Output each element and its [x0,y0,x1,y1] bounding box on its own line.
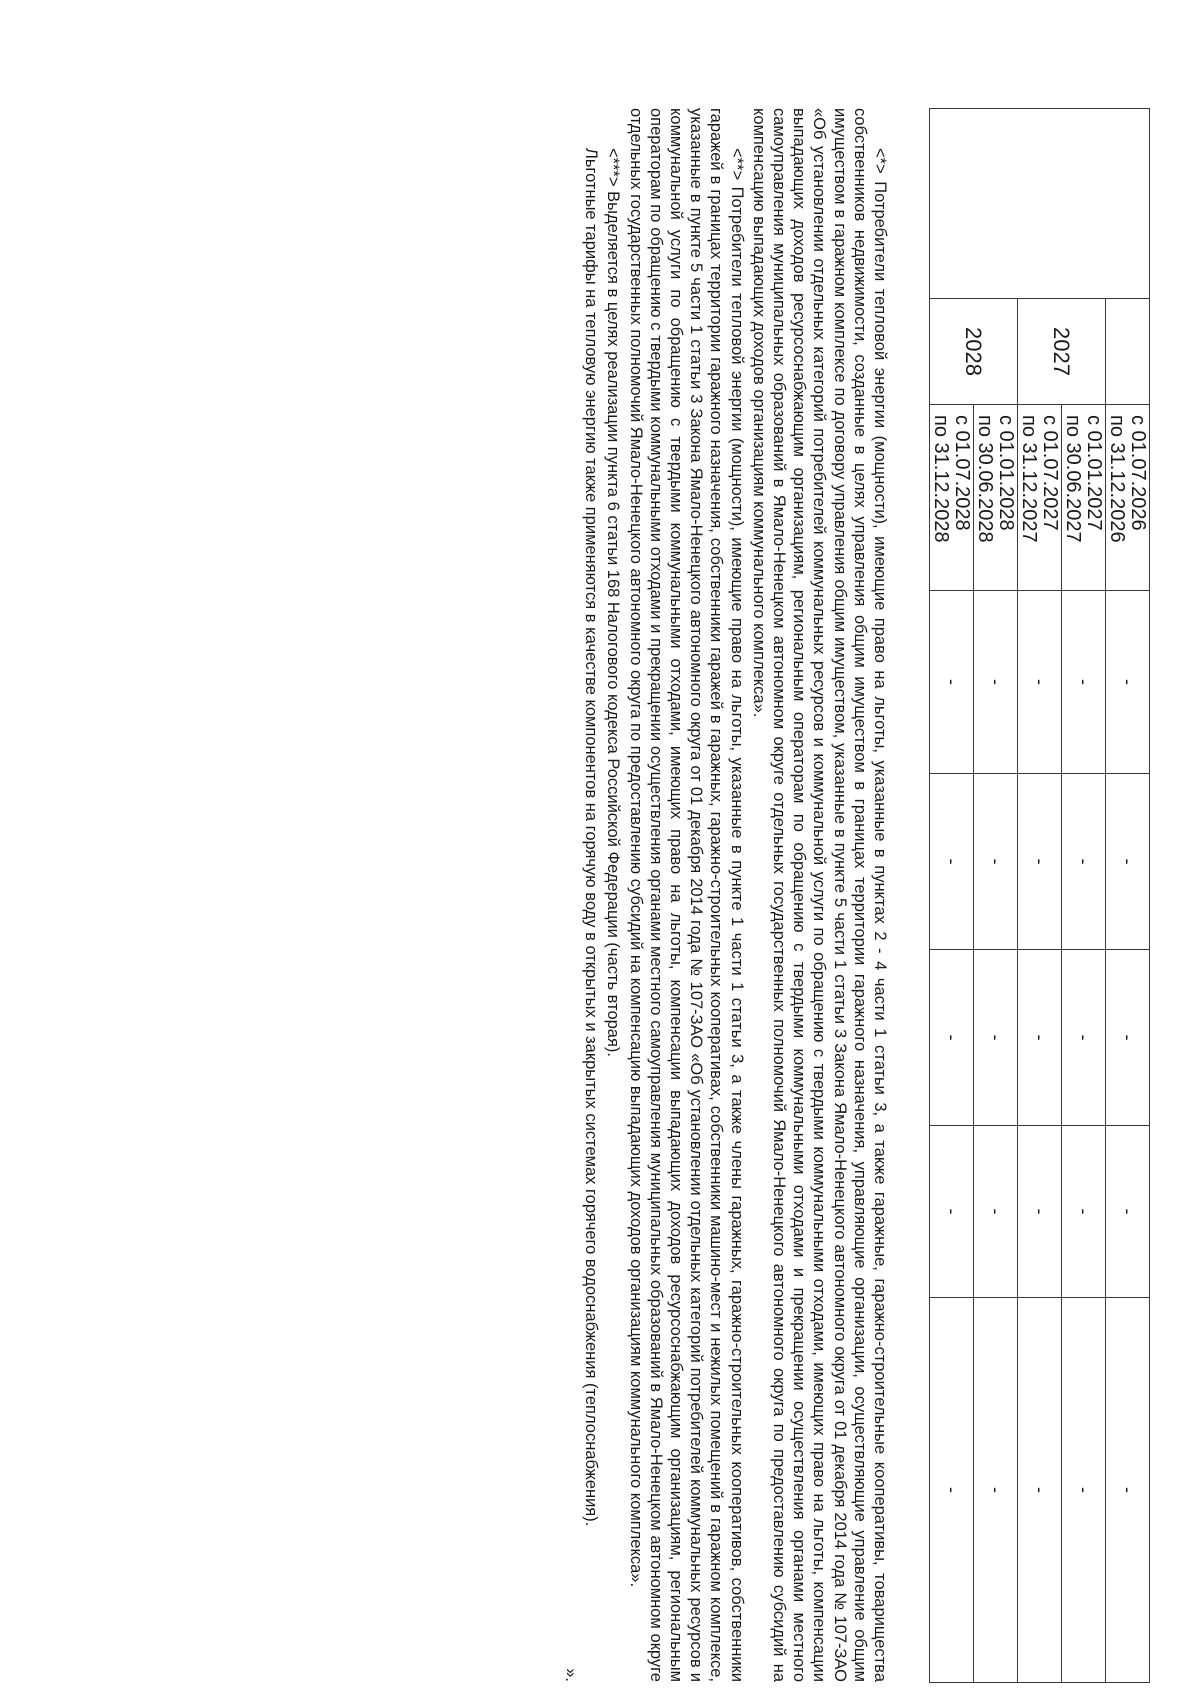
empty-merged-cell [930,109,1150,299]
value-cell: - [930,1298,974,1683]
table-row [1106,109,1150,1683]
table-row [974,109,1018,1683]
period-end: по 30.06.2027 [1062,415,1085,543]
value-cell: - [1062,1126,1106,1298]
period-start: с 01.07.2026 [1127,415,1150,531]
value-cell: - [930,774,974,950]
value-cell: - [1106,1126,1150,1298]
value-cell: - [974,950,1018,1126]
value-cell: - [930,591,974,774]
value-cell: - [1106,774,1150,950]
footnote-double-star: <**> Потребители тепловой энергии (мощности), имеющие право на льготы, указанные в пункте 1 части 1 статьи 3, а также члены гаражных, гаражно-строительных кооперативов, собственники гаражей в границах территории гаражного назначения, собственники гаражей в гаражных, гаражно-строительных кооперативах, собственники машино-мест и нежилых помещений в гаражном комплексе, указанные в пункте 5 части 1 статьи 3 Закона Ямало-Ненецкого автономного округа от 01 декабря 2014 года № 107-ЗАО «Об установлении отдельных категорий потребителей коммунальных ресурсов и коммунальной услуги по обращению с твердыми коммунальными отходами, имеющих право на льготы, компенсации выпадающих доходов ресурсоснабжающим организациям, региональным операторам по обращению с твердыми коммунальными отходами и прекращении осуществления органами местного самоуправления муниципальных образований в Ямало-Ненецком автономном округе отдельных государственных полномочий Ямало-Ненецкого автономного округа по предоставлению субсидий на компенсацию выпадающих доходов организациям коммунального комплекса». [626,108,746,1682]
value-cell: - [1062,1298,1106,1683]
empty-year-cell [1106,299,1150,405]
value-cell: - [1018,1126,1062,1298]
footnotes [561,108,890,1682]
value-cell: - [1018,774,1062,950]
period-start: с 01.07.2027 [1039,415,1062,531]
period-cell [930,405,974,591]
preferential-tariffs-note: Льготные тарифы на тепловую энергию также применяются в качестве компонентов на горячую воду в открытых и закрытых системах горячего водоснабжения (теплоснабжения). [582,148,601,1527]
value-cell: - [1062,774,1106,950]
year-cell: 2028 [930,299,1018,405]
value-cell: - [1106,591,1150,774]
period-cell [1106,405,1150,591]
period-cell [974,405,1018,591]
value-cell: - [1062,950,1106,1126]
period-start: с 01.01.2027 [1083,415,1106,531]
value-cell: - [974,1298,1018,1683]
value-cell: - [1018,591,1062,774]
value-cell: - [974,774,1018,950]
footnote-triple-star: <***> Выделяется в целях реализации пункта 6 статьи 168 Налогового кодекса Российской Федерации (часть вторая). [604,148,623,1057]
value-cell: - [974,591,1018,774]
tariff-table [929,108,1150,1683]
period-start: с 01.01.2028 [995,415,1018,531]
value-cell: - [1106,950,1150,1126]
value-cell: - [1018,1298,1062,1683]
footnote-single-star: <*> Потребители тепловой энергии (мощности), имеющие право на льготы, указанные в пунктах 2 - 4 части 1 статьи 3, а также гаражные, гаражно-строительные кооперативы, товарищества собственников недвижимости, созданные в целях управления общим имуществом в границах территории гаражного назначения, управляющие организации, осуществляющие управление общим имуществом в гаражном комплексе по договору управления общим имуществом, указанные в пункте 5 части 1 статьи 3 Закона Ямало-Ненецкого автономного округа от 01 декабря 2014 года № 107-ЗАО «Об установлении отдельных категорий потребителей коммунальных ресурсов и коммунальной услуги по обращению с твердыми коммунальными отходами, имеющих право на льготы, компенсации выпадающих доходов ресурсоснабжающим организациям, региональным операторам по обращению с твердыми коммунальными отходами и прекращении осуществления органами местного самоуправления муниципальных образований в Ямало-Ненецком автономном округе отдельных государственных полномочий Ямало-Ненецкого автономного округа по предоставлению субсидий на компенсацию выпадающих доходов организациям коммунального комплекса». [749,108,889,1682]
value-cell: - [1062,591,1106,774]
value-cell: - [930,950,974,1126]
closing-quote-mark: ». [561,1668,580,1682]
period-end: по 31.12.2027 [1018,415,1041,543]
year-cell: 2027 [1018,299,1106,405]
value-cell: - [1106,1298,1150,1683]
value-cell: - [974,1126,1018,1298]
value-cell: - [1018,950,1062,1126]
value-cell: - [930,1126,974,1298]
period-end: по 30.06.2028 [974,415,997,543]
table-row [1062,109,1106,1683]
period-start: с 01.07.2028 [951,415,974,531]
period-cell [1062,405,1106,591]
period-cell [1018,405,1062,591]
period-end: по 31.12.2026 [1106,415,1129,543]
period-end: по 31.12.2028 [930,415,953,543]
